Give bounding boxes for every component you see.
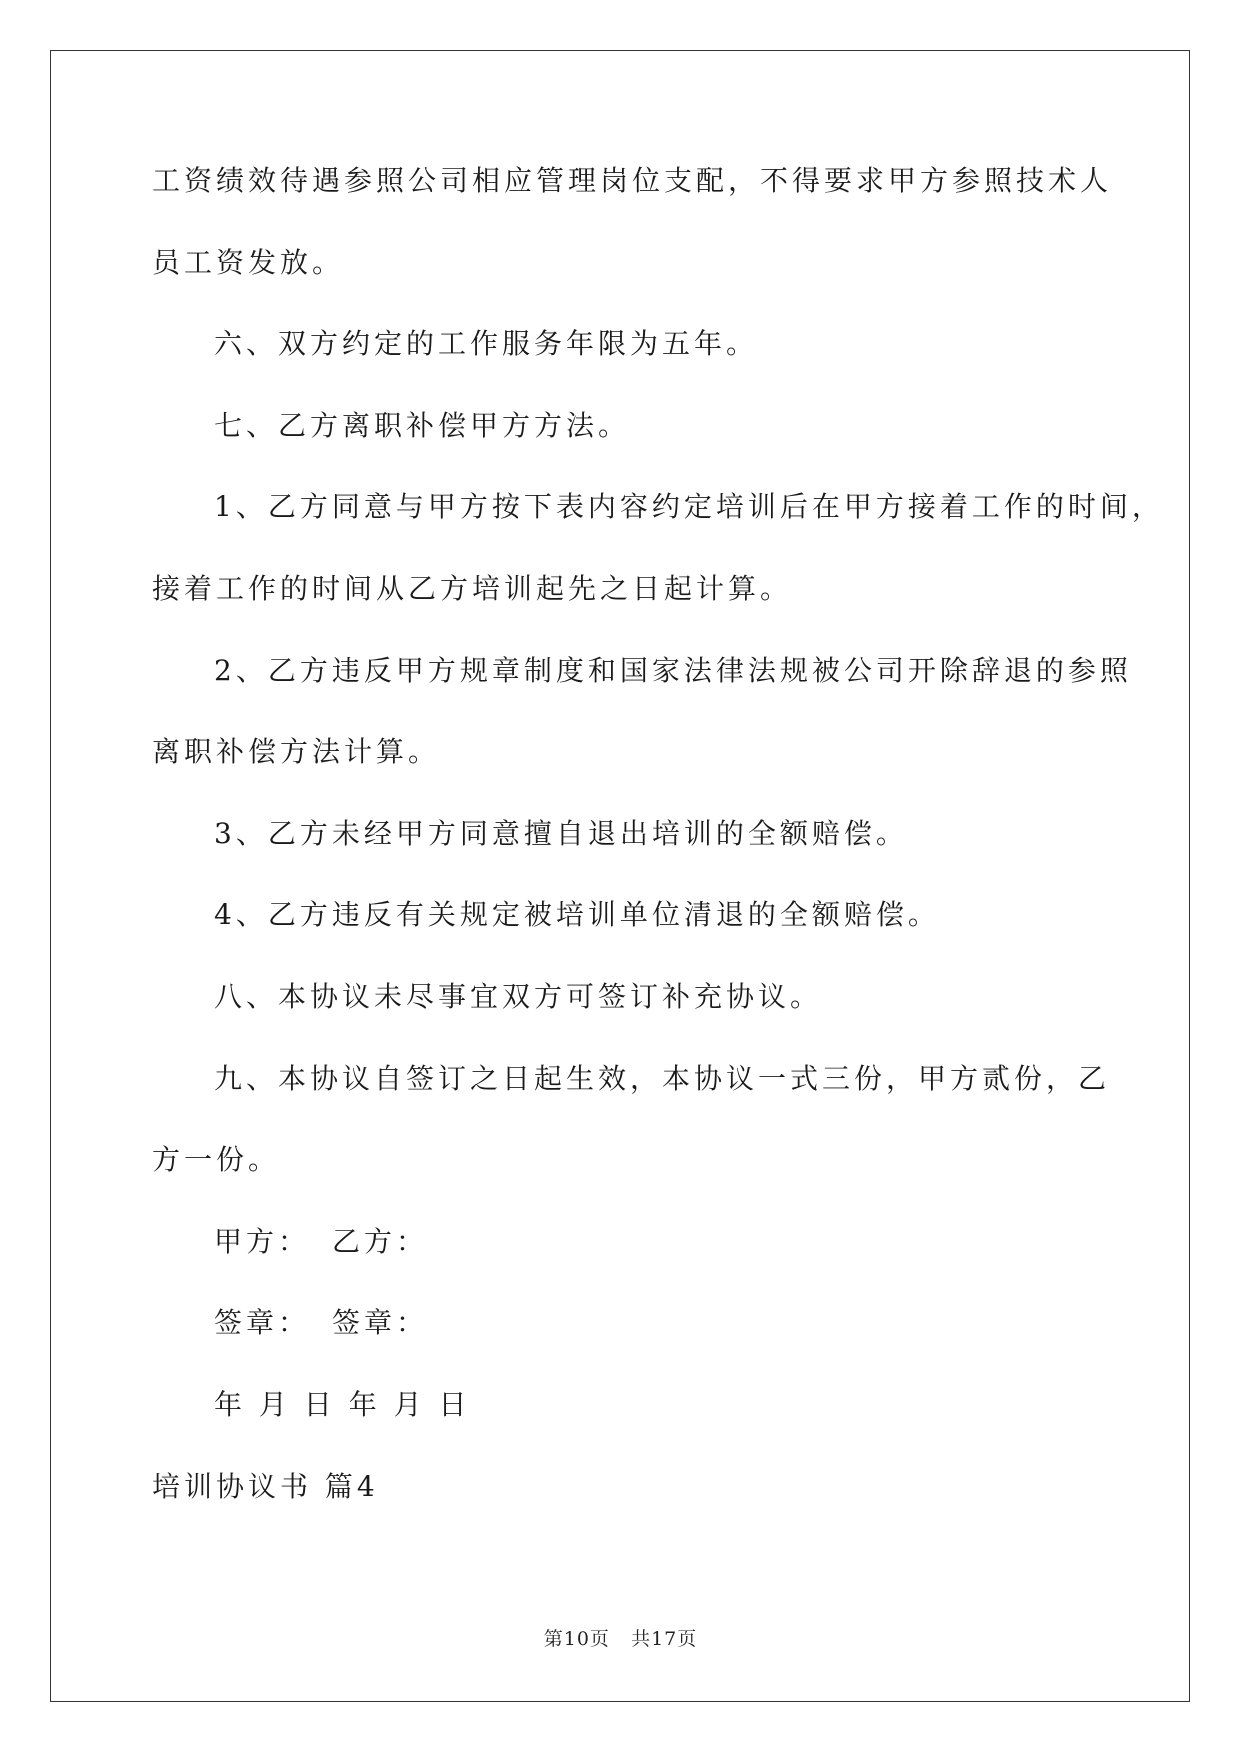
party-b-label: 乙方： xyxy=(332,1224,429,1258)
seal-b-label: 签章： xyxy=(332,1306,429,1340)
clause-seven: 七、乙方离职补偿甲方方法。 xyxy=(214,408,631,442)
document-body xyxy=(152,161,1164,1548)
paragraph-line: 工资绩效待遇参照公司相应管理岗位支配，不得要求甲方参照技术人 xyxy=(152,164,1113,197)
page-number: 第10页 xyxy=(543,1628,610,1650)
subclause-2: 2、乙方违反甲方规章制度和国家法律法规被公司开除辞退的参照 xyxy=(214,653,1132,687)
clause-nine: 九、本协议自签订之日起生效，本协议一式三份，甲方贰份，乙 xyxy=(214,1061,1111,1095)
page-total: 共17页 xyxy=(631,1628,698,1650)
subclause-3: 3、乙方未经甲方同意擅自退出培训的全额赔偿。 xyxy=(214,816,908,850)
party-line xyxy=(152,1222,1092,1262)
clause-eight: 八、本协议未尽事宜双方可签订补充协议。 xyxy=(214,979,823,1013)
seal-line xyxy=(152,1303,1092,1343)
subclause-1: 1、乙方同意与甲方按下表内容约定培训后在甲方接着工作的时间， xyxy=(214,490,1164,524)
paragraph-line: 员工资发放。 xyxy=(152,245,345,279)
paragraph-line: 接着工作的时间从乙方培训起先之日起计算。 xyxy=(152,571,793,605)
paragraph-line: 离职补偿方法计算。 xyxy=(152,735,441,769)
subclause-4: 4、乙方违反有关规定被培训单位清退的全额赔偿。 xyxy=(214,898,940,932)
clause-six: 六、双方约定的工作服务年限为五年。 xyxy=(214,327,759,361)
party-a-label: 甲方： xyxy=(214,1224,311,1258)
seal-a-label: 签章： xyxy=(214,1306,311,1340)
paragraph-line: 方一份。 xyxy=(152,1143,281,1177)
date-line: 年 月 日 年 月 日 xyxy=(214,1387,471,1421)
section-heading: 培训协议书 篇4 xyxy=(152,1469,379,1503)
page-footer xyxy=(0,1624,1241,1651)
